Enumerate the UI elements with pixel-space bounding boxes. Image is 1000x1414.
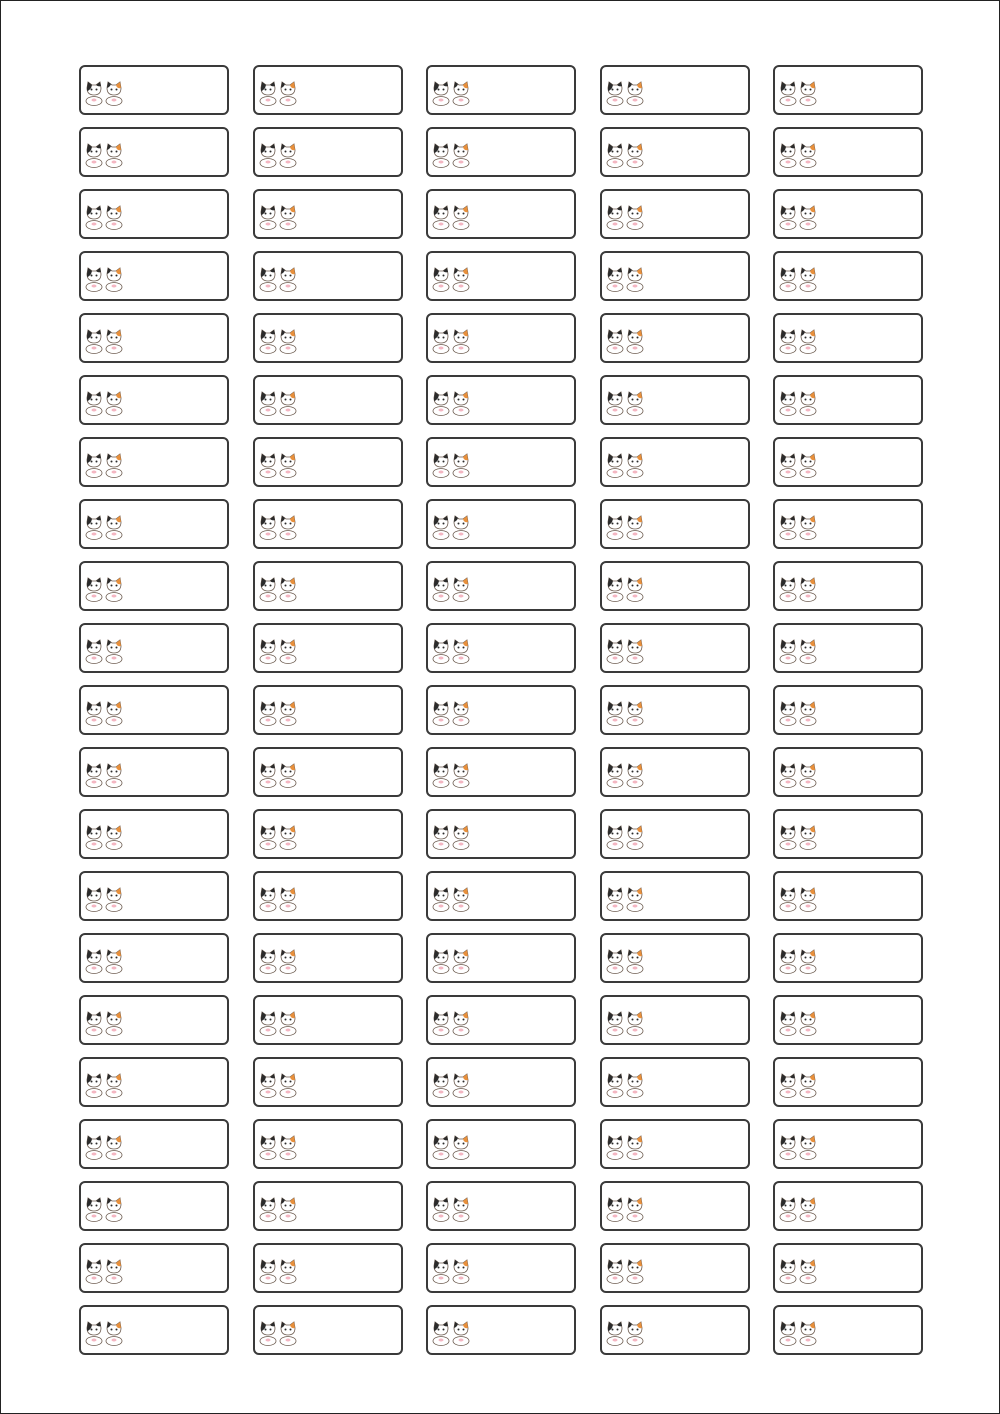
two-calico-cats-icon — [431, 824, 471, 850]
label-cell[interactable] — [79, 933, 229, 983]
label-cell[interactable] — [773, 685, 923, 735]
two-calico-cats-icon — [84, 142, 124, 168]
label-cell[interactable] — [253, 1305, 403, 1355]
two-calico-cats-icon — [431, 948, 471, 974]
two-calico-cats-icon — [605, 1010, 645, 1036]
two-calico-cats-icon — [605, 824, 645, 850]
label-cell[interactable] — [426, 437, 576, 487]
label-cell[interactable] — [773, 623, 923, 673]
two-calico-cats-icon — [258, 80, 298, 106]
label-cell[interactable] — [253, 65, 403, 115]
two-calico-cats-icon — [84, 1010, 124, 1036]
two-calico-cats-icon — [778, 452, 818, 478]
two-calico-cats-icon — [605, 80, 645, 106]
two-calico-cats-icon — [431, 1134, 471, 1160]
two-calico-cats-icon — [605, 638, 645, 664]
two-calico-cats-icon — [84, 700, 124, 726]
two-calico-cats-icon — [258, 328, 298, 354]
label-cell[interactable] — [773, 1305, 923, 1355]
two-calico-cats-icon — [778, 1320, 818, 1346]
two-calico-cats-icon — [778, 514, 818, 540]
label-cell[interactable] — [773, 1243, 923, 1293]
label-cell[interactable] — [79, 437, 229, 487]
two-calico-cats-icon — [431, 390, 471, 416]
two-calico-cats-icon — [258, 762, 298, 788]
two-calico-cats-icon — [84, 328, 124, 354]
label-cell[interactable] — [79, 623, 229, 673]
label-cell[interactable] — [773, 747, 923, 797]
two-calico-cats-icon — [431, 142, 471, 168]
label-cell[interactable] — [600, 623, 750, 673]
two-calico-cats-icon — [431, 1010, 471, 1036]
two-calico-cats-icon — [258, 1010, 298, 1036]
label-cell[interactable] — [773, 995, 923, 1045]
label-cell[interactable] — [600, 251, 750, 301]
two-calico-cats-icon — [258, 390, 298, 416]
two-calico-cats-icon — [605, 452, 645, 478]
label-cell[interactable] — [253, 251, 403, 301]
two-calico-cats-icon — [258, 514, 298, 540]
two-calico-cats-icon — [605, 1258, 645, 1284]
two-calico-cats-icon — [431, 1320, 471, 1346]
label-cell[interactable] — [426, 747, 576, 797]
label-cell[interactable] — [253, 375, 403, 425]
label-cell[interactable] — [253, 437, 403, 487]
two-calico-cats-icon — [258, 266, 298, 292]
two-calico-cats-icon — [258, 204, 298, 230]
label-cell[interactable] — [600, 685, 750, 735]
two-calico-cats-icon — [778, 1196, 818, 1222]
two-calico-cats-icon — [258, 1258, 298, 1284]
two-calico-cats-icon — [778, 824, 818, 850]
two-calico-cats-icon — [605, 514, 645, 540]
label-cell[interactable] — [600, 809, 750, 859]
label-cell[interactable] — [773, 1181, 923, 1231]
two-calico-cats-icon — [778, 762, 818, 788]
two-calico-cats-icon — [84, 948, 124, 974]
label-cell[interactable] — [426, 685, 576, 735]
label-cell[interactable] — [773, 1057, 923, 1107]
label-cell[interactable] — [79, 127, 229, 177]
label-cell[interactable] — [79, 685, 229, 735]
two-calico-cats-icon — [84, 80, 124, 106]
label-cell[interactable] — [426, 127, 576, 177]
two-calico-cats-icon — [84, 824, 124, 850]
two-calico-cats-icon — [778, 1072, 818, 1098]
label-cell[interactable] — [426, 933, 576, 983]
two-calico-cats-icon — [605, 1134, 645, 1160]
label-cell[interactable] — [773, 437, 923, 487]
label-cell[interactable] — [426, 561, 576, 611]
two-calico-cats-icon — [258, 886, 298, 912]
label-cell[interactable] — [600, 499, 750, 549]
two-calico-cats-icon — [258, 576, 298, 602]
two-calico-cats-icon — [84, 514, 124, 540]
label-cell[interactable] — [253, 623, 403, 673]
label-cell[interactable] — [79, 871, 229, 921]
two-calico-cats-icon — [605, 1072, 645, 1098]
label-cell[interactable] — [426, 189, 576, 239]
two-calico-cats-icon — [258, 142, 298, 168]
label-cell[interactable] — [79, 747, 229, 797]
two-calico-cats-icon — [84, 762, 124, 788]
label-cell[interactable] — [600, 1057, 750, 1107]
label-cell[interactable] — [426, 65, 576, 115]
two-calico-cats-icon — [84, 1258, 124, 1284]
two-calico-cats-icon — [778, 576, 818, 602]
label-cell[interactable] — [253, 1057, 403, 1107]
two-calico-cats-icon — [431, 700, 471, 726]
label-cell[interactable] — [253, 871, 403, 921]
label-cell[interactable] — [600, 127, 750, 177]
label-cell[interactable] — [600, 871, 750, 921]
two-calico-cats-icon — [778, 700, 818, 726]
label-cell[interactable] — [79, 189, 229, 239]
label-cell[interactable] — [253, 499, 403, 549]
label-cell[interactable] — [253, 1181, 403, 1231]
label-cell[interactable] — [426, 809, 576, 859]
label-cell[interactable] — [600, 561, 750, 611]
two-calico-cats-icon — [605, 886, 645, 912]
label-cell[interactable] — [773, 375, 923, 425]
label-cell[interactable] — [600, 189, 750, 239]
two-calico-cats-icon — [431, 886, 471, 912]
label-cell[interactable] — [600, 933, 750, 983]
label-cell[interactable] — [253, 1119, 403, 1169]
two-calico-cats-icon — [605, 576, 645, 602]
two-calico-cats-icon — [431, 328, 471, 354]
two-calico-cats-icon — [431, 1258, 471, 1284]
label-grid — [79, 65, 923, 1355]
two-calico-cats-icon — [258, 638, 298, 664]
two-calico-cats-icon — [431, 514, 471, 540]
two-calico-cats-icon — [431, 266, 471, 292]
label-cell[interactable] — [600, 1243, 750, 1293]
label-cell[interactable] — [253, 747, 403, 797]
two-calico-cats-icon — [605, 700, 645, 726]
label-cell[interactable] — [426, 1057, 576, 1107]
two-calico-cats-icon — [605, 204, 645, 230]
label-cell[interactable] — [773, 313, 923, 363]
label-cell[interactable] — [253, 809, 403, 859]
two-calico-cats-icon — [778, 266, 818, 292]
label-cell[interactable] — [600, 437, 750, 487]
two-calico-cats-icon — [84, 266, 124, 292]
two-calico-cats-icon — [778, 328, 818, 354]
label-cell[interactable] — [773, 189, 923, 239]
two-calico-cats-icon — [605, 762, 645, 788]
two-calico-cats-icon — [778, 886, 818, 912]
two-calico-cats-icon — [605, 390, 645, 416]
two-calico-cats-icon — [84, 638, 124, 664]
two-calico-cats-icon — [258, 1320, 298, 1346]
two-calico-cats-icon — [84, 576, 124, 602]
two-calico-cats-icon — [605, 1320, 645, 1346]
label-cell[interactable] — [79, 1057, 229, 1107]
label-cell[interactable] — [600, 1181, 750, 1231]
two-calico-cats-icon — [431, 638, 471, 664]
two-calico-cats-icon — [778, 80, 818, 106]
two-calico-cats-icon — [431, 576, 471, 602]
label-cell[interactable] — [426, 1243, 576, 1293]
two-calico-cats-icon — [605, 266, 645, 292]
label-cell[interactable] — [773, 809, 923, 859]
two-calico-cats-icon — [778, 1010, 818, 1036]
label-cell[interactable] — [600, 1119, 750, 1169]
label-cell[interactable] — [253, 1243, 403, 1293]
label-cell[interactable] — [773, 499, 923, 549]
label-cell[interactable] — [79, 561, 229, 611]
label-cell[interactable] — [600, 995, 750, 1045]
label-cell[interactable] — [79, 809, 229, 859]
label-cell[interactable] — [79, 995, 229, 1045]
label-cell[interactable] — [253, 685, 403, 735]
label-cell[interactable] — [426, 313, 576, 363]
label-cell[interactable] — [773, 251, 923, 301]
label-cell[interactable] — [773, 561, 923, 611]
label-cell[interactable] — [253, 127, 403, 177]
label-cell[interactable] — [253, 933, 403, 983]
label-cell[interactable] — [253, 313, 403, 363]
two-calico-cats-icon — [605, 142, 645, 168]
two-calico-cats-icon — [778, 390, 818, 416]
two-calico-cats-icon — [431, 1196, 471, 1222]
two-calico-cats-icon — [778, 204, 818, 230]
two-calico-cats-icon — [431, 1072, 471, 1098]
two-calico-cats-icon — [258, 948, 298, 974]
two-calico-cats-icon — [605, 328, 645, 354]
two-calico-cats-icon — [258, 700, 298, 726]
two-calico-cats-icon — [431, 204, 471, 230]
label-cell[interactable] — [79, 251, 229, 301]
label-cell[interactable] — [426, 1305, 576, 1355]
two-calico-cats-icon — [778, 948, 818, 974]
label-cell[interactable] — [79, 1119, 229, 1169]
two-calico-cats-icon — [431, 80, 471, 106]
two-calico-cats-icon — [258, 1196, 298, 1222]
label-cell[interactable] — [79, 313, 229, 363]
label-cell[interactable] — [79, 1305, 229, 1355]
two-calico-cats-icon — [778, 1258, 818, 1284]
label-cell[interactable] — [79, 499, 229, 549]
label-cell[interactable] — [79, 1181, 229, 1231]
two-calico-cats-icon — [84, 886, 124, 912]
label-cell[interactable] — [253, 995, 403, 1045]
two-calico-cats-icon — [605, 1196, 645, 1222]
two-calico-cats-icon — [605, 948, 645, 974]
label-cell[interactable] — [600, 1305, 750, 1355]
two-calico-cats-icon — [258, 1072, 298, 1098]
label-cell[interactable] — [253, 561, 403, 611]
label-cell[interactable] — [426, 995, 576, 1045]
two-calico-cats-icon — [84, 390, 124, 416]
label-cell[interactable] — [773, 65, 923, 115]
two-calico-cats-icon — [258, 1134, 298, 1160]
label-cell[interactable] — [600, 313, 750, 363]
label-cell[interactable] — [79, 375, 229, 425]
two-calico-cats-icon — [84, 1072, 124, 1098]
label-cell[interactable] — [79, 65, 229, 115]
label-cell[interactable] — [426, 251, 576, 301]
label-cell[interactable] — [773, 1119, 923, 1169]
two-calico-cats-icon — [84, 1320, 124, 1346]
two-calico-cats-icon — [431, 452, 471, 478]
two-calico-cats-icon — [778, 638, 818, 664]
two-calico-cats-icon — [431, 762, 471, 788]
label-cell[interactable] — [426, 871, 576, 921]
two-calico-cats-icon — [84, 1196, 124, 1222]
two-calico-cats-icon — [778, 142, 818, 168]
label-cell[interactable] — [426, 1181, 576, 1231]
two-calico-cats-icon — [258, 824, 298, 850]
label-cell[interactable] — [426, 1119, 576, 1169]
label-cell[interactable] — [773, 933, 923, 983]
label-cell[interactable] — [426, 499, 576, 549]
two-calico-cats-icon — [84, 452, 124, 478]
two-calico-cats-icon — [258, 452, 298, 478]
two-calico-cats-icon — [84, 204, 124, 230]
two-calico-cats-icon — [778, 1134, 818, 1160]
label-cell[interactable] — [600, 375, 750, 425]
label-cell[interactable] — [426, 375, 576, 425]
label-cell[interactable] — [600, 65, 750, 115]
label-cell[interactable] — [253, 189, 403, 239]
label-cell[interactable] — [79, 1243, 229, 1293]
label-cell[interactable] — [600, 747, 750, 797]
label-cell[interactable] — [773, 127, 923, 177]
two-calico-cats-icon — [84, 1134, 124, 1160]
label-cell[interactable] — [426, 623, 576, 673]
label-cell[interactable] — [773, 871, 923, 921]
